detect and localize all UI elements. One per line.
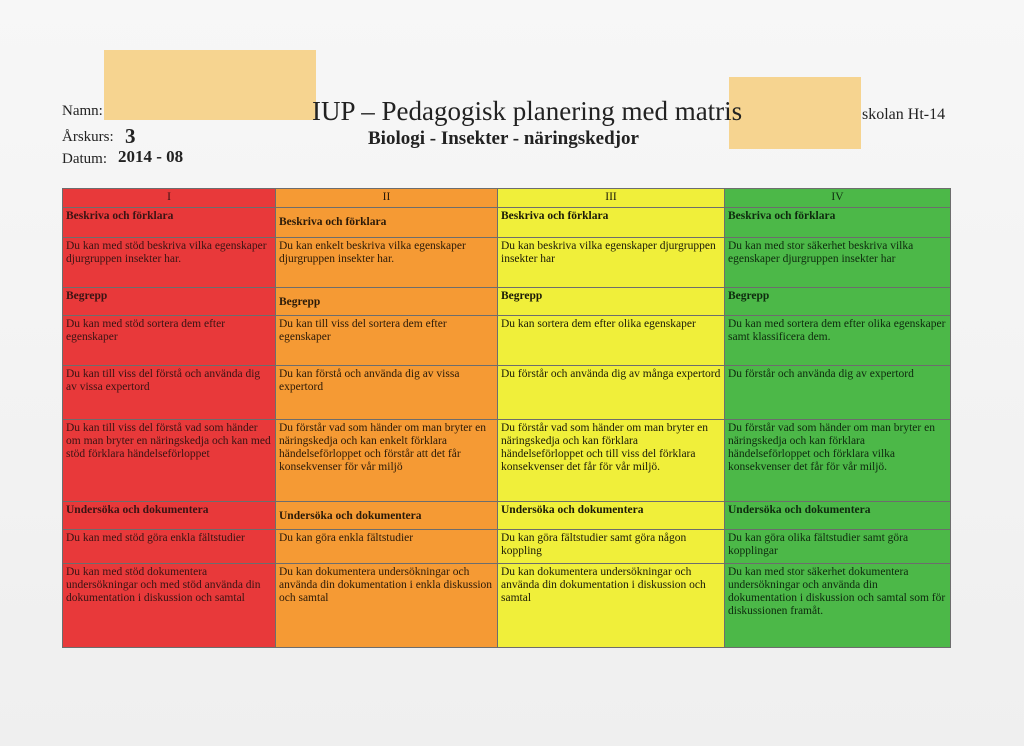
criteria-cell: Du kan med sortera dem efter olika egenskaper samt klassificera dem.: [725, 316, 951, 366]
criteria-cell: Du kan göra olika fältstudier samt göra kopplingar: [725, 530, 951, 564]
name-label: Namn:: [62, 103, 103, 119]
criteria-cell: Du kan förstå och använda dig av vissa expertord: [276, 366, 498, 420]
criteria-cell: Du kan dokumentera undersökningar och använda din dokumentation i diskussion och samtal: [498, 564, 725, 648]
section-cell: Undersöka och dokumentera: [725, 502, 951, 530]
class-value: 3: [125, 124, 136, 148]
criteria-cell: Du kan beskriva vilka egenskaper djurgruppen insekter har: [498, 238, 725, 288]
criteria-cell: Du kan till viss del förstå och använda dig av vissa expertord: [63, 366, 276, 420]
criteria-cell: Du kan med stöd beskriva vilka egenskaper djurgruppen insekter har.: [63, 238, 276, 288]
section-cell: Beskriva och förklara: [498, 208, 725, 238]
school-label: skolan Ht-14: [862, 106, 946, 123]
section-cell: Begrepp: [498, 288, 725, 316]
level-header-4: IV: [725, 189, 951, 208]
redacted-school: [729, 77, 861, 149]
criteria-cell: Du kan till viss del sortera dem efter egenskaper: [276, 316, 498, 366]
class-label: Årskurs:: [62, 129, 114, 145]
section-cell: Begrepp: [276, 288, 498, 316]
date-label: Datum:: [62, 151, 107, 167]
criteria-cell: Du förstår vad som händer om man bryter en näringskedja och kan enkelt förklara händelseförloppet och förstår att det får konsekvenser för vår miljö: [276, 420, 498, 502]
level-header-1: I: [63, 189, 276, 208]
level-header-3: III: [498, 189, 725, 208]
section-cell: Begrepp: [725, 288, 951, 316]
criteria-cell: Du förstår vad som händer om man bryter en näringskedja och kan förklara händelseförloppet och till viss del förklara konsekvenser det får för vår miljö.: [498, 420, 725, 502]
criteria-cell: Du förstår och använda dig av expertord: [725, 366, 951, 420]
criteria-cell: Du kan sortera dem efter olika egenskaper: [498, 316, 725, 366]
section-cell: Beskriva och förklara: [725, 208, 951, 238]
level-header-2: II: [276, 189, 498, 208]
section-cell: Beskriva och förklara: [63, 208, 276, 238]
criteria-cell: Du kan med stöd dokumentera undersökningar och med stöd använda din dokumentation i diskussion och samtal: [63, 564, 276, 648]
section-cell: Begrepp: [63, 288, 276, 316]
redacted-name: [104, 50, 316, 120]
page-subtitle: Biologi - Insekter - näringskedjor: [368, 128, 639, 149]
section-cell: Beskriva och förklara: [276, 208, 498, 238]
page-title: IUP – Pedagogisk planering med matris: [312, 96, 743, 126]
criteria-cell: Du kan med stöd göra enkla fältstudier: [63, 530, 276, 564]
criteria-cell: Du kan med stor säkerhet dokumentera undersökningar och använda din dokumentation i diskussion och samtal som för diskussionen framåt.: [725, 564, 951, 648]
criteria-cell: Du förstår och använda dig av många expertord: [498, 366, 725, 420]
section-cell: Undersöka och dokumentera: [276, 502, 498, 530]
date-value: 2014 - 08: [118, 147, 184, 166]
criteria-cell: Du förstår vad som händer om man bryter en näringskedja och kan förklara händelseförloppet och förklara vilka konsekvenser det får för vår miljö.: [725, 420, 951, 502]
assessment-matrix: [62, 188, 951, 648]
criteria-cell: Du kan enkelt beskriva vilka egenskaper djurgruppen insekter har.: [276, 238, 498, 288]
criteria-cell: Du kan göra enkla fältstudier: [276, 530, 498, 564]
criteria-cell: Du kan dokumentera undersökningar och använda din dokumentation i enkla diskussion och samtal: [276, 564, 498, 648]
criteria-cell: Du kan med stöd sortera dem efter egenskaper: [63, 316, 276, 366]
criteria-cell: Du kan med stor säkerhet beskriva vilka egenskaper djurgruppen insekter har: [725, 238, 951, 288]
section-cell: Undersöka och dokumentera: [498, 502, 725, 530]
section-cell: Undersöka och dokumentera: [63, 502, 276, 530]
criteria-cell: Du kan göra fältstudier samt göra någon koppling: [498, 530, 725, 564]
criteria-cell: Du kan till viss del förstå vad som händer om man bryter en näringskedja och kan med stöd förklara händelseförloppet: [63, 420, 276, 502]
